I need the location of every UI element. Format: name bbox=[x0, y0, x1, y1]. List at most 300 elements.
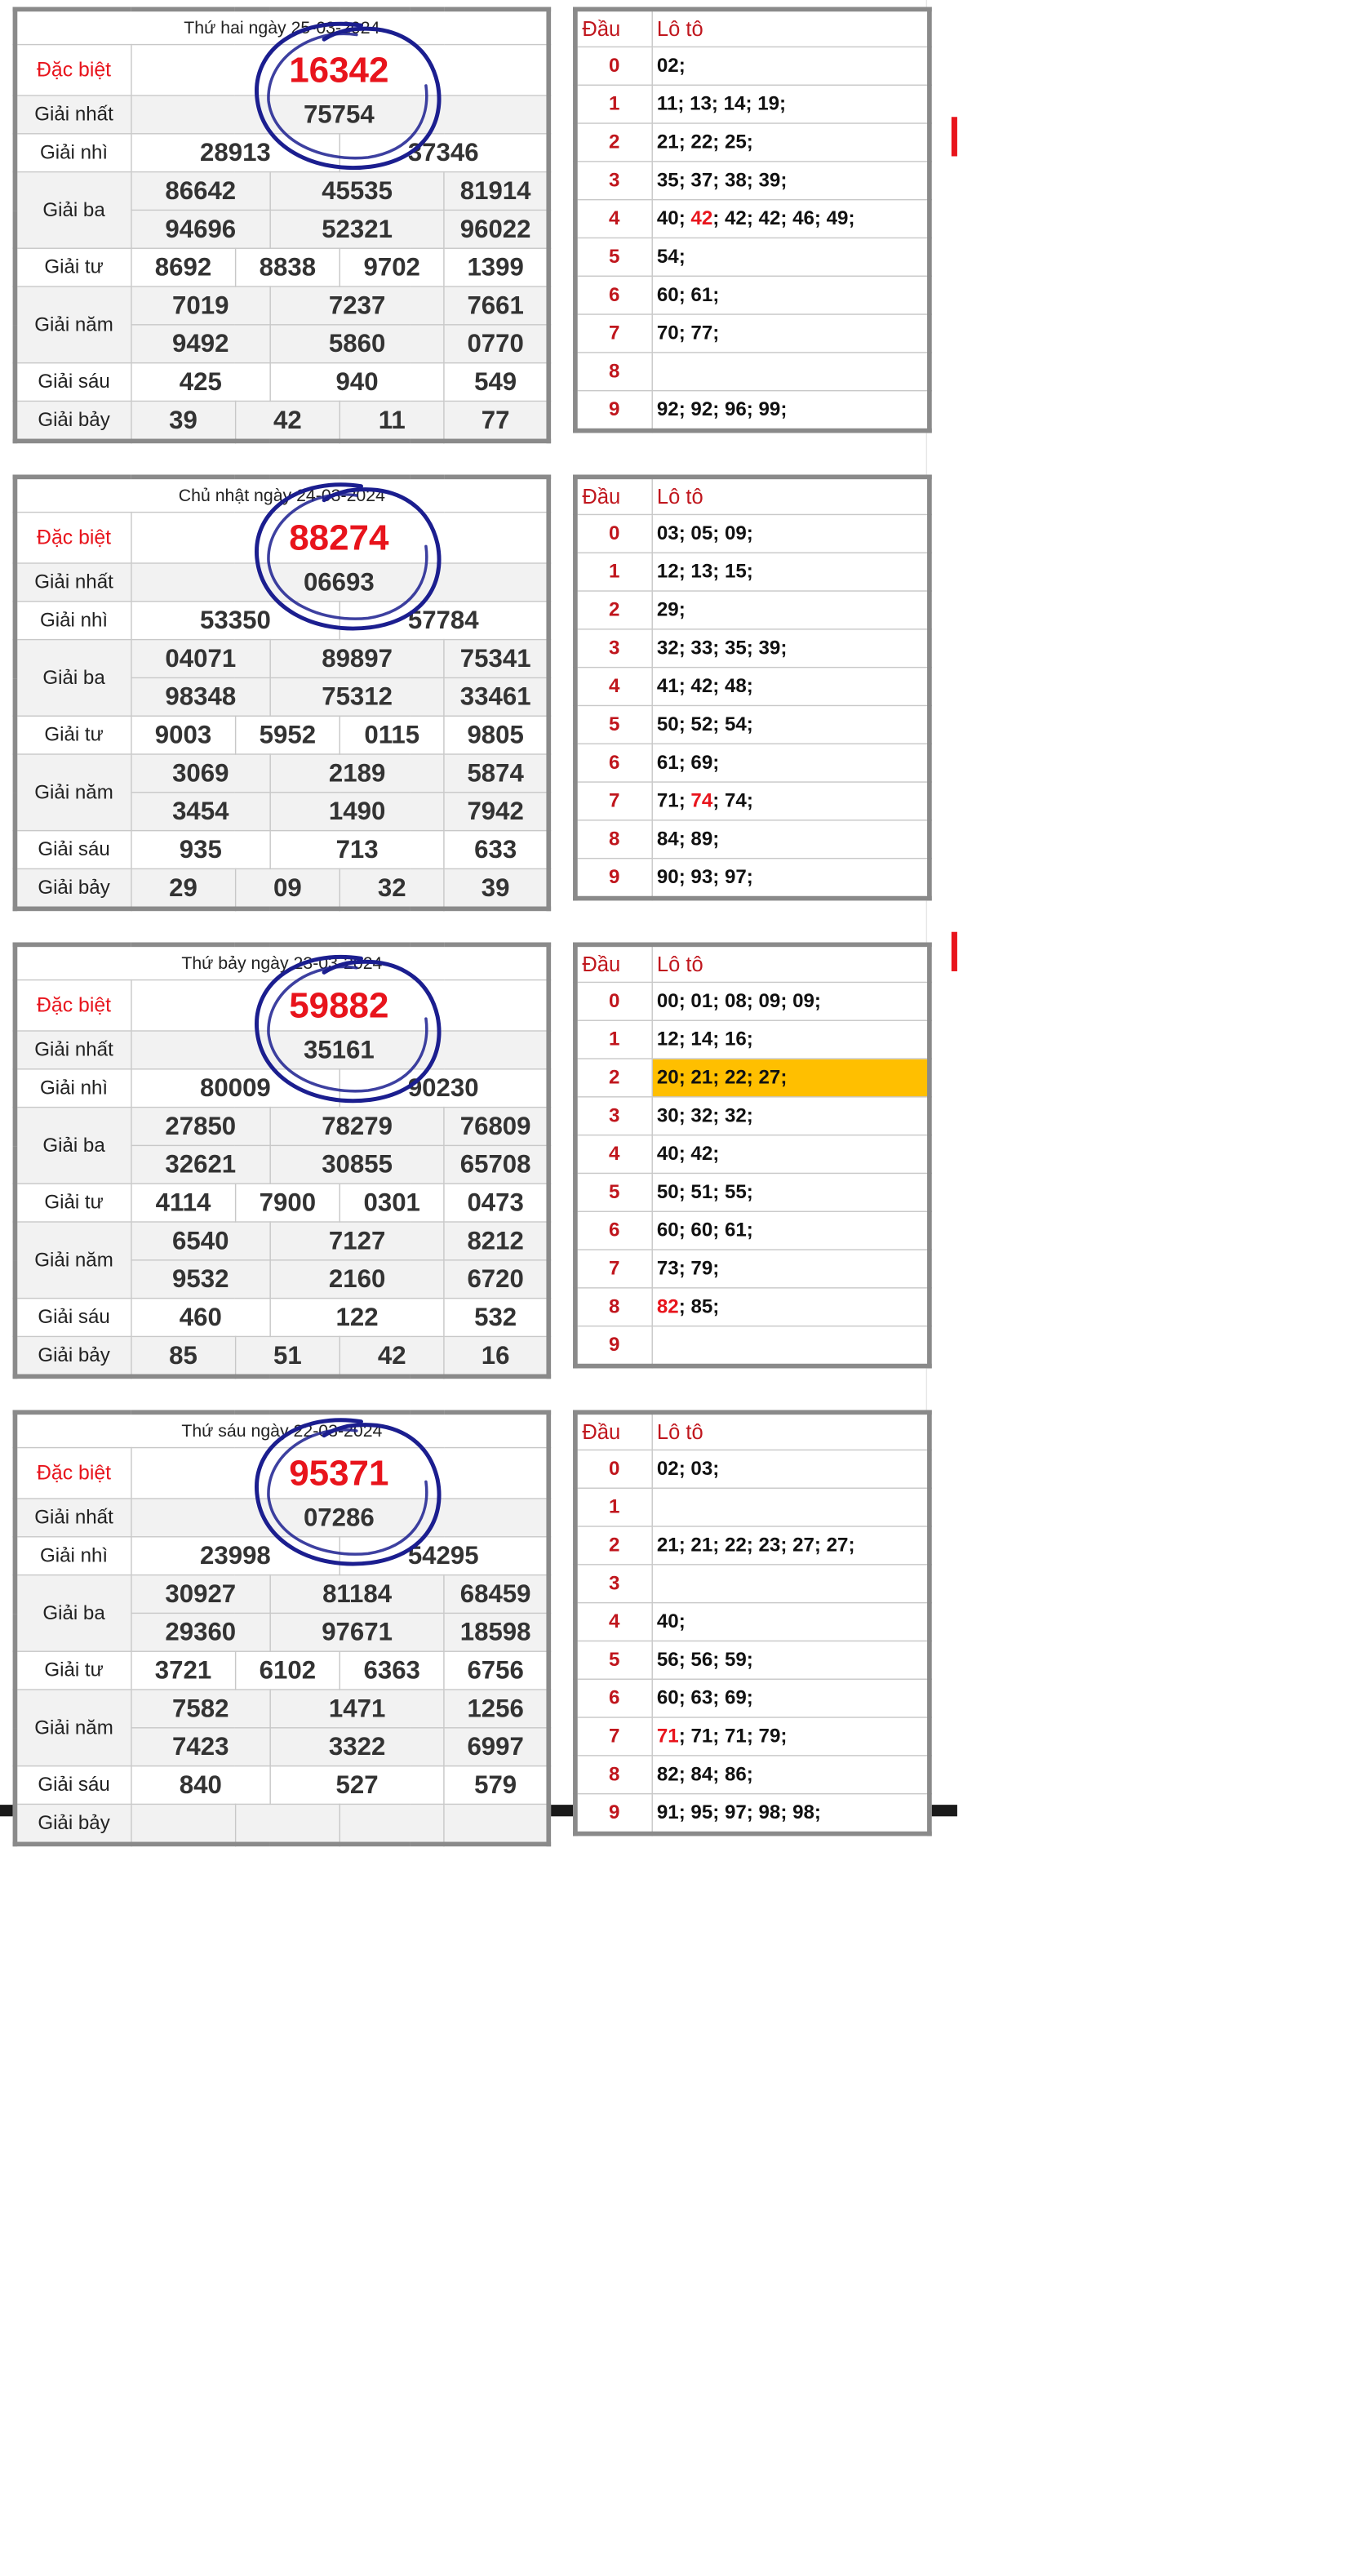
loto-head-digit: 7 bbox=[575, 782, 652, 820]
table-row bbox=[575, 1211, 930, 1250]
first-prize-value: 75754 bbox=[131, 95, 549, 134]
fifth-prize-label: Giải năm bbox=[15, 286, 131, 363]
second-prize-value: 80009 bbox=[131, 1069, 340, 1108]
seventh-prize-value: 11 bbox=[340, 401, 444, 441]
table-row bbox=[575, 1326, 930, 1366]
fifth-prize-value: 6997 bbox=[444, 1728, 548, 1766]
table-row bbox=[15, 363, 548, 402]
table-row bbox=[15, 980, 548, 1031]
table-row bbox=[15, 401, 548, 441]
loto-values bbox=[652, 1250, 930, 1288]
table-row bbox=[575, 744, 930, 782]
loto-head-digit: 7 bbox=[575, 1250, 652, 1288]
third-prize-value: 98348 bbox=[131, 677, 271, 716]
loto-number-text: 40; 42; bbox=[656, 1142, 720, 1165]
table-row bbox=[575, 1250, 930, 1288]
table-row bbox=[15, 1184, 548, 1222]
third-prize-value: 33461 bbox=[444, 677, 548, 716]
table-row bbox=[15, 716, 548, 754]
loto-values bbox=[652, 668, 930, 706]
loto-number-text: 92; 92; 96; 99; bbox=[656, 398, 788, 420]
loto-values bbox=[652, 1679, 930, 1717]
loto-values bbox=[652, 1135, 930, 1174]
loto-number-text: 29; bbox=[656, 598, 686, 621]
fifth-prize-value: 3069 bbox=[131, 754, 271, 793]
seventh-prize-value: 29 bbox=[131, 868, 236, 908]
loto-table bbox=[573, 942, 932, 1368]
second-prize-value: 37346 bbox=[340, 134, 548, 172]
table-row bbox=[15, 868, 548, 908]
table-row bbox=[575, 944, 930, 982]
fourth-prize-value: 4114 bbox=[131, 1184, 236, 1222]
loto-values bbox=[652, 123, 930, 162]
loto-head-digit: 5 bbox=[575, 705, 652, 744]
loto-head-digit: 4 bbox=[575, 1135, 652, 1174]
fourth-prize-value: 8838 bbox=[235, 248, 340, 286]
special-prize-value: 59882 bbox=[131, 980, 549, 1031]
loto-head-digit: 6 bbox=[575, 1211, 652, 1250]
loto-head-digit: 5 bbox=[575, 1173, 652, 1211]
table-row bbox=[575, 1756, 930, 1794]
third-prize-value: 52321 bbox=[270, 210, 444, 248]
table-row bbox=[575, 1450, 930, 1488]
seventh-prize-label: Giải bảy bbox=[15, 1336, 131, 1376]
loto-number-text: 61; 69; bbox=[656, 751, 720, 774]
table-row bbox=[15, 513, 548, 563]
special-prize-label: Đặc biệt bbox=[15, 45, 131, 95]
table-row bbox=[575, 1020, 930, 1059]
loto-head-digit: 5 bbox=[575, 1641, 652, 1679]
loto-values bbox=[652, 1717, 930, 1756]
loto-number-text: 02; 03; bbox=[656, 1457, 720, 1480]
loto-head-label: Đầu bbox=[575, 944, 652, 982]
fifth-prize-value: 1256 bbox=[444, 1690, 548, 1728]
table-row bbox=[15, 286, 548, 325]
seventh-prize-value: 39 bbox=[444, 868, 548, 908]
loto-values bbox=[652, 782, 930, 820]
table-row bbox=[15, 944, 548, 979]
loto-values bbox=[652, 1794, 930, 1834]
loto-values bbox=[652, 1526, 930, 1565]
seventh-prize-value bbox=[131, 1804, 236, 1844]
loto-head-digit: 7 bbox=[575, 314, 652, 353]
table-row bbox=[575, 314, 930, 353]
table-row bbox=[15, 1804, 548, 1844]
table-row bbox=[15, 1766, 548, 1805]
fifth-prize-value: 7237 bbox=[270, 286, 444, 325]
third-prize-value: 04071 bbox=[131, 640, 271, 678]
fourth-prize-value: 9003 bbox=[131, 716, 236, 754]
draw-date-caption: Thứ bảy ngày 23-03-2024 bbox=[15, 944, 548, 979]
second-prize-value: 23998 bbox=[131, 1537, 340, 1575]
fourth-prize-label: Giải tư bbox=[15, 1651, 131, 1690]
special-prize-label: Đặc biệt bbox=[15, 980, 131, 1031]
loto-head-digit: 1 bbox=[575, 1020, 652, 1059]
loto-head-digit: 0 bbox=[575, 982, 652, 1020]
second-prize-value: 57784 bbox=[340, 602, 548, 640]
loto-number-text: 41; 42; 48; bbox=[656, 674, 753, 697]
table-row bbox=[575, 1173, 930, 1211]
loto-special-number: 82 bbox=[656, 1295, 679, 1318]
table-row bbox=[575, 9, 930, 47]
third-prize-value: 76809 bbox=[444, 1108, 548, 1146]
loto-values bbox=[652, 276, 930, 314]
third-prize-value: 75312 bbox=[270, 677, 444, 716]
loto-head-label: Đầu bbox=[575, 1412, 652, 1450]
loto-number-text: 56; 56; 59; bbox=[656, 1648, 753, 1671]
second-prize-label: Giải nhì bbox=[15, 602, 131, 640]
loto-number-text: 12; 14; 16; bbox=[656, 1028, 753, 1050]
table-row bbox=[575, 1412, 930, 1450]
sixth-prize-label: Giải sáu bbox=[15, 831, 131, 869]
loto-values bbox=[652, 705, 930, 744]
table-row bbox=[575, 859, 930, 899]
seventh-prize-value: 77 bbox=[444, 401, 548, 441]
fifth-prize-value: 1471 bbox=[270, 1690, 444, 1728]
table-row bbox=[575, 1135, 930, 1174]
special-prize-label: Đặc biệt bbox=[15, 513, 131, 563]
special-prize-label: Đặc biệt bbox=[15, 1448, 131, 1499]
fourth-prize-value: 3721 bbox=[131, 1651, 236, 1690]
loto-head-digit: 6 bbox=[575, 276, 652, 314]
loto-head-digit: 8 bbox=[575, 820, 652, 859]
third-prize-value: 78279 bbox=[270, 1108, 444, 1146]
table-row bbox=[15, 45, 548, 95]
first-prize-label: Giải nhất bbox=[15, 1031, 131, 1069]
sixth-prize-label: Giải sáu bbox=[15, 363, 131, 402]
loto-values bbox=[652, 162, 930, 200]
loto-values-label: Lô tô bbox=[652, 477, 930, 514]
sixth-prize-value: 840 bbox=[131, 1766, 271, 1805]
third-prize-label: Giải ba bbox=[15, 1108, 131, 1184]
fourth-prize-label: Giải tư bbox=[15, 248, 131, 286]
fourth-prize-value: 5952 bbox=[235, 716, 340, 754]
table-row bbox=[15, 9, 548, 44]
third-prize-value: 81184 bbox=[270, 1575, 444, 1614]
table-row bbox=[575, 1097, 930, 1135]
seventh-prize-value bbox=[235, 1804, 340, 1844]
draw-date-caption: Thứ hai ngày 25-03-2024 bbox=[15, 9, 548, 44]
loto-values bbox=[652, 514, 930, 553]
loto-head-digit: 9 bbox=[575, 391, 652, 431]
fourth-prize-value: 0301 bbox=[340, 1184, 444, 1222]
seventh-prize-label: Giải bảy bbox=[15, 401, 131, 441]
loto-head-digit: 3 bbox=[575, 1097, 652, 1135]
table-row bbox=[15, 831, 548, 869]
loto-number-text: 91; 95; 97; 98; 98; bbox=[656, 1801, 821, 1823]
table-row bbox=[575, 668, 930, 706]
loto-head-digit: 8 bbox=[575, 1756, 652, 1794]
third-prize-value: 96022 bbox=[444, 210, 548, 248]
third-prize-value: 86642 bbox=[131, 172, 271, 211]
loto-values bbox=[652, 1488, 930, 1526]
result-table bbox=[13, 1410, 552, 1846]
fourth-prize-label: Giải tư bbox=[15, 1184, 131, 1222]
special-prize-value: 16342 bbox=[131, 45, 549, 95]
loto-number-text: 50; 51; 55; bbox=[656, 1180, 753, 1203]
loto-values bbox=[652, 820, 930, 859]
fifth-prize-value: 7019 bbox=[131, 286, 271, 325]
loto-values bbox=[652, 47, 930, 85]
loto-head-digit: 3 bbox=[575, 1565, 652, 1603]
table-row bbox=[575, 982, 930, 1020]
table-row bbox=[575, 276, 930, 314]
table-row bbox=[15, 640, 548, 678]
seventh-prize-label: Giải bảy bbox=[15, 1804, 131, 1844]
seventh-prize-value: 42 bbox=[340, 1336, 444, 1376]
table-row bbox=[575, 391, 930, 431]
sixth-prize-value: 713 bbox=[270, 831, 444, 869]
table-row bbox=[575, 1679, 930, 1717]
sixth-prize-label: Giải sáu bbox=[15, 1299, 131, 1337]
loto-values bbox=[652, 1603, 930, 1641]
third-prize-value: 30927 bbox=[131, 1575, 271, 1614]
sixth-prize-label: Giải sáu bbox=[15, 1766, 131, 1805]
third-prize-value: 89897 bbox=[270, 640, 444, 678]
special-prize-value: 88274 bbox=[131, 513, 549, 563]
sixth-prize-value: 532 bbox=[444, 1299, 548, 1337]
loto-number-text: 60; 63; 69; bbox=[656, 1686, 753, 1709]
second-prize-value: 54295 bbox=[340, 1537, 548, 1575]
sixth-prize-value: 122 bbox=[270, 1299, 444, 1337]
table-row bbox=[575, 238, 930, 276]
table-row bbox=[575, 1603, 930, 1641]
sixth-prize-value: 425 bbox=[131, 363, 271, 402]
table-row bbox=[575, 123, 930, 162]
edge-red-mark bbox=[952, 117, 957, 156]
loto-values bbox=[652, 982, 930, 1020]
loto-special-number: 42 bbox=[690, 207, 713, 229]
loto-values bbox=[652, 744, 930, 782]
loto-number-text: 30; 32; 32; bbox=[656, 1104, 753, 1127]
loto-number-text: 40; bbox=[656, 1610, 686, 1632]
loto-head-digit: 2 bbox=[575, 1526, 652, 1565]
loto-number-text: 73; 79; bbox=[656, 1257, 720, 1280]
seventh-prize-value bbox=[444, 1804, 548, 1844]
loto-number-text: 40; bbox=[656, 207, 691, 229]
loto-head-digit: 8 bbox=[575, 353, 652, 391]
loto-number-text: 20; 21; 22; 27; bbox=[656, 1066, 788, 1089]
loto-head-digit: 2 bbox=[575, 1059, 652, 1097]
loto-head-digit: 2 bbox=[575, 123, 652, 162]
table-row bbox=[15, 1336, 548, 1376]
fifth-prize-value: 5874 bbox=[444, 754, 548, 793]
loto-head-digit: 8 bbox=[575, 1288, 652, 1326]
loto-head-digit: 2 bbox=[575, 591, 652, 629]
third-prize-value: 18598 bbox=[444, 1613, 548, 1651]
sixth-prize-value: 579 bbox=[444, 1766, 548, 1805]
table-row bbox=[15, 248, 548, 286]
loto-head-digit: 0 bbox=[575, 47, 652, 85]
loto-head-digit: 1 bbox=[575, 1488, 652, 1526]
first-prize-label: Giải nhất bbox=[15, 1499, 131, 1537]
loto-values bbox=[652, 1565, 930, 1603]
third-prize-value: 27850 bbox=[131, 1108, 271, 1146]
result-table bbox=[13, 475, 552, 912]
table-row bbox=[575, 514, 930, 553]
sixth-prize-value: 940 bbox=[270, 363, 444, 402]
loto-number-text: ; 85; bbox=[678, 1295, 720, 1318]
loto-values bbox=[652, 553, 930, 591]
loto-head-digit: 3 bbox=[575, 162, 652, 200]
loto-head-digit: 4 bbox=[575, 668, 652, 706]
seventh-prize-value: 09 bbox=[235, 868, 340, 908]
table-row bbox=[15, 602, 548, 640]
loto-head-digit: 3 bbox=[575, 629, 652, 668]
table-row bbox=[575, 1717, 930, 1756]
loto-number-text: 90; 93; 97; bbox=[656, 865, 753, 888]
fourth-prize-value: 9805 bbox=[444, 716, 548, 754]
loto-head-label: Đầu bbox=[575, 9, 652, 47]
loto-number-text: 12; 13; 15; bbox=[656, 560, 753, 583]
loto-head-digit: 7 bbox=[575, 1717, 652, 1756]
sixth-prize-value: 935 bbox=[131, 831, 271, 869]
table-row bbox=[575, 1641, 930, 1679]
fifth-prize-value: 3322 bbox=[270, 1728, 444, 1766]
table-row bbox=[15, 172, 548, 211]
loto-head-digit: 0 bbox=[575, 514, 652, 553]
fourth-prize-value: 0473 bbox=[444, 1184, 548, 1222]
loto-head-digit: 1 bbox=[575, 553, 652, 591]
loto-values bbox=[652, 353, 930, 391]
loto-values-label: Lô tô bbox=[652, 1412, 930, 1450]
loto-values bbox=[652, 1020, 930, 1059]
sixth-prize-value: 549 bbox=[444, 363, 548, 402]
fifth-prize-value: 7661 bbox=[444, 286, 548, 325]
loto-head-digit: 0 bbox=[575, 1450, 652, 1488]
second-prize-label: Giải nhì bbox=[15, 1069, 131, 1108]
third-prize-value: 32621 bbox=[131, 1145, 271, 1184]
second-prize-value: 90230 bbox=[340, 1069, 548, 1108]
loto-values bbox=[652, 1173, 930, 1211]
draw-date-caption: Chủ nhật ngày 24-03-2024 bbox=[15, 477, 548, 512]
loto-values bbox=[652, 1211, 930, 1250]
sixth-prize-value: 460 bbox=[131, 1299, 271, 1337]
table-row bbox=[15, 1108, 548, 1146]
loto-number-text: 70; 77; bbox=[656, 322, 720, 344]
loto-number-text: 82; 84; 86; bbox=[656, 1763, 753, 1786]
table-row bbox=[15, 1299, 548, 1337]
fourth-prize-value: 1399 bbox=[444, 248, 548, 286]
loto-number-text: 54; bbox=[656, 245, 686, 268]
loto-values bbox=[652, 238, 930, 276]
table-row bbox=[575, 1288, 930, 1326]
loto-head-digit: 5 bbox=[575, 238, 652, 276]
seventh-prize-value: 85 bbox=[131, 1336, 236, 1376]
loto-head-digit: 9 bbox=[575, 1326, 652, 1366]
loto-number-text: 00; 01; 08; 09; 09; bbox=[656, 989, 821, 1012]
third-prize-value: 45535 bbox=[270, 172, 444, 211]
loto-number-text: 32; 33; 35; 39; bbox=[656, 637, 788, 660]
table-row bbox=[15, 1499, 548, 1537]
seventh-prize-value: 32 bbox=[340, 868, 444, 908]
fifth-prize-value: 7423 bbox=[131, 1728, 271, 1766]
fourth-prize-value: 6102 bbox=[235, 1651, 340, 1690]
loto-number-text: ; 42; 42; 46; 49; bbox=[712, 207, 855, 229]
second-prize-value: 53350 bbox=[131, 602, 340, 640]
table-row bbox=[15, 95, 548, 134]
third-prize-value: 29360 bbox=[131, 1613, 271, 1651]
loto-head-digit: 4 bbox=[575, 200, 652, 238]
loto-values-label: Lô tô bbox=[652, 9, 930, 47]
table-row bbox=[575, 85, 930, 123]
third-prize-value: 97671 bbox=[270, 1613, 444, 1651]
loto-special-number: 71 bbox=[656, 1725, 679, 1748]
table-row bbox=[575, 47, 930, 85]
loto-head-label: Đầu bbox=[575, 477, 652, 514]
result-table bbox=[13, 942, 552, 1379]
seventh-prize-value bbox=[340, 1804, 444, 1844]
loto-values bbox=[652, 1288, 930, 1326]
fifth-prize-value: 2189 bbox=[270, 754, 444, 793]
loto-number-text: 50; 52; 54; bbox=[656, 713, 753, 735]
fifth-prize-value: 0770 bbox=[444, 325, 548, 363]
table-row bbox=[15, 1537, 548, 1575]
loto-number-text: ; 71; 71; 79; bbox=[678, 1725, 788, 1748]
table-row bbox=[15, 1651, 548, 1690]
loto-values bbox=[652, 200, 930, 238]
table-row bbox=[575, 1488, 930, 1526]
loto-values bbox=[652, 1097, 930, 1135]
second-prize-label: Giải nhì bbox=[15, 134, 131, 172]
loto-table bbox=[573, 1410, 932, 1836]
loto-table bbox=[573, 475, 932, 901]
loto-values bbox=[652, 1641, 930, 1679]
draw-date-caption: Thứ sáu ngày 22-03-2024 bbox=[15, 1412, 548, 1447]
loto-values bbox=[652, 1059, 930, 1097]
fifth-prize-value: 9492 bbox=[131, 325, 271, 363]
table-row bbox=[15, 134, 548, 172]
loto-number-text: 11; 13; 14; 19; bbox=[656, 92, 787, 115]
fourth-prize-value: 8692 bbox=[131, 248, 236, 286]
second-prize-label: Giải nhì bbox=[15, 1537, 131, 1575]
fifth-prize-value: 6540 bbox=[131, 1222, 271, 1260]
fifth-prize-value: 5860 bbox=[270, 325, 444, 363]
fifth-prize-value: 2160 bbox=[270, 1260, 444, 1299]
loto-head-digit: 4 bbox=[575, 1603, 652, 1641]
third-prize-label: Giải ba bbox=[15, 1575, 131, 1652]
loto-head-digit: 6 bbox=[575, 744, 652, 782]
table-row bbox=[575, 705, 930, 744]
seventh-prize-value: 42 bbox=[235, 401, 340, 441]
table-row bbox=[15, 754, 548, 793]
table-row bbox=[575, 1526, 930, 1565]
special-prize-value: 95371 bbox=[131, 1448, 549, 1499]
fourth-prize-label: Giải tư bbox=[15, 716, 131, 754]
seventh-prize-label: Giải bảy bbox=[15, 868, 131, 908]
fifth-prize-label: Giải năm bbox=[15, 1222, 131, 1299]
table-row bbox=[15, 1031, 548, 1069]
fifth-prize-value: 9532 bbox=[131, 1260, 271, 1299]
fifth-prize-value: 7127 bbox=[270, 1222, 444, 1260]
third-prize-value: 30855 bbox=[270, 1145, 444, 1184]
first-prize-value: 07286 bbox=[131, 1499, 549, 1537]
second-prize-value: 28913 bbox=[131, 134, 340, 172]
edge-red-mark bbox=[952, 932, 957, 971]
loto-values bbox=[652, 85, 930, 123]
fourth-prize-value: 7900 bbox=[235, 1184, 340, 1222]
seventh-prize-value: 51 bbox=[235, 1336, 340, 1376]
table-row bbox=[575, 629, 930, 668]
loto-values bbox=[652, 1756, 930, 1794]
loto-head-digit: 1 bbox=[575, 85, 652, 123]
loto-values bbox=[652, 629, 930, 668]
fifth-prize-value: 7942 bbox=[444, 793, 548, 831]
first-prize-value: 35161 bbox=[131, 1031, 549, 1069]
loto-special-number: 74 bbox=[690, 789, 713, 812]
loto-number-text: 60; 60; 61; bbox=[656, 1219, 753, 1241]
table-row bbox=[15, 1069, 548, 1108]
